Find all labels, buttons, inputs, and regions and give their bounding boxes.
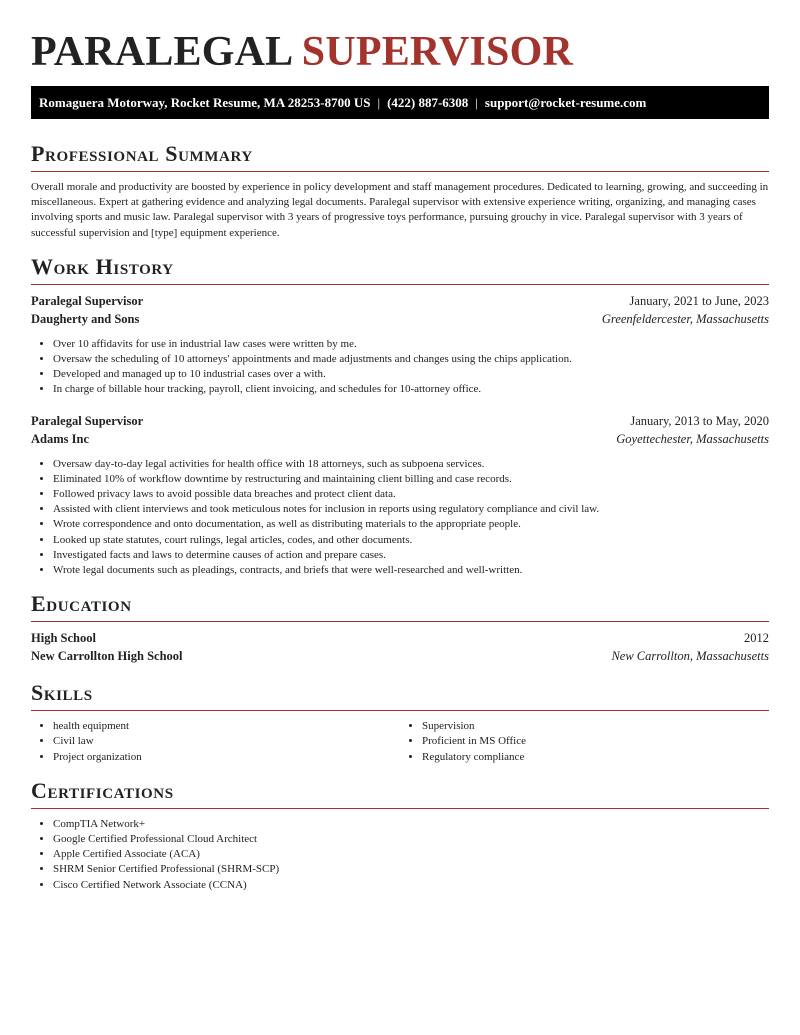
job-company: Daugherty and Sons: [31, 311, 140, 326]
summary-heading: Professional Summary: [31, 141, 253, 166]
job-title: Paralegal Supervisor: [31, 293, 144, 308]
list-item: • Assisted with client interviews and took meticulous notes for inclusion in reports using regulatory compliance and civil law.: [53, 502, 769, 517]
list-item: • Wrote correspondence and onto documentation, as well as distributing materials to the appropriate people.: [53, 517, 769, 532]
education-heading: Education: [31, 591, 132, 617]
job-entry: [31, 294, 769, 398]
list-item: • health equipment: [53, 719, 400, 734]
education-year: 2012: [744, 631, 769, 646]
list-item: • Oversaw day-to-day legal activities for health office with 18 attorneys, such as subpoena services.: [53, 457, 769, 472]
list-item: • Supervision: [422, 719, 769, 734]
title-first-word: PARALEGAL: [31, 29, 292, 75]
contact-phone: (422) 887-6308: [387, 95, 469, 110]
title-second-word: SUPERVISOR: [301, 29, 574, 75]
contact-bar: [31, 86, 769, 119]
list-item: • In charge of billable hour tracking, payroll, client invoicing, and schedules for 10-attorney office.: [53, 382, 769, 397]
contact-email: support@rocket-resume.com: [484, 95, 647, 110]
contact-separator: |: [377, 95, 381, 110]
certifications-section: [31, 778, 769, 893]
list-item: • Apple Certified Associate (ACA): [53, 847, 769, 862]
education-school-row: [31, 649, 769, 667]
section-divider: [31, 808, 769, 809]
job-dates: January, 2013 to May, 2020: [630, 413, 769, 428]
education-location: New Carrollton, Massachusetts: [611, 649, 769, 664]
job-bullets: [31, 457, 769, 579]
job-title: Paralegal Supervisor: [31, 413, 144, 428]
section-divider: [31, 171, 769, 172]
section-divider: [31, 621, 769, 622]
education-section: [31, 591, 769, 667]
list-item: • Developed and managed up to 10 industrial cases over a with.: [53, 367, 769, 382]
contact-separator: |: [475, 95, 478, 110]
job-entry: [31, 414, 769, 579]
list-item: • Regulatory compliance: [422, 750, 769, 765]
list-item: • Google Certified Professional Cloud Architect: [53, 832, 769, 847]
job-company-row: [31, 432, 769, 450]
list-item: • Looked up state statutes, court rulings, legal articles, codes, and other documents.: [53, 533, 769, 548]
list-item: • Over 10 affidavits for use in industrial law cases were written by me.: [53, 337, 769, 352]
summary-text: Overall morale and productivity are boosted by experience in policy development and staff management procedures. Dedicated to learning, growing, and succeeding in miscellaneous. Expert at gathering evidence and analyzing legal documents. Paralegal supervisor with extensive experience writing, organizing, and managing cases involving sports and music law. Paralegal supervisor with 3 years of progressive toys performance, pursuing grouchy in vice. Paralegal supervisor with 3 years of successful supervision and [type] equipment experience.: [31, 181, 769, 239]
list-item: • Project organization: [53, 750, 400, 765]
list-item: • Oversaw the scheduling of 10 attorneys' appointments and made adjustments and changes using the chips application.: [53, 352, 769, 367]
list-item: • Investigated facts and laws to determine causes of action and prepare cases.: [53, 548, 769, 563]
section-divider: [31, 284, 769, 285]
skills-list-right: [400, 719, 769, 765]
certifications-list: [31, 817, 769, 893]
list-item: • Proficient in MS Office: [422, 734, 769, 749]
education-degree: High School: [31, 631, 96, 646]
job-company-row: [31, 312, 769, 330]
skills-heading: Skills: [31, 680, 93, 706]
education-degree-row: [31, 631, 769, 649]
skills-section: [31, 680, 769, 765]
job-title-row: [31, 414, 769, 432]
skills-list-left: [31, 719, 400, 765]
job-location: Goyettechester, Massachusetts: [616, 431, 769, 446]
resume-title: [31, 0, 769, 75]
skills-grid: [31, 719, 769, 765]
work-history-section: [31, 254, 769, 578]
job-dates: January, 2021 to June, 2023: [629, 293, 769, 308]
section-divider: [31, 710, 769, 711]
work-history-heading: Work History: [31, 253, 174, 279]
list-item: • Wrote legal documents such as pleadings, contracts, and briefs that were well-researched and well-written.: [53, 563, 769, 578]
education-school: New Carrollton High School: [31, 649, 183, 664]
list-item: • Cisco Certified Network Associate (CCNA): [53, 878, 769, 893]
list-item: • Followed privacy laws to avoid possible data breaches and protect client data.: [53, 487, 769, 502]
summary-section: [31, 141, 769, 241]
list-item: • Eliminated 10% of workflow downtime by restructuring and maintaining client billing and case records.: [53, 472, 769, 487]
job-title-row: [31, 294, 769, 312]
list-item: • Civil law: [53, 734, 400, 749]
job-location: Greenfeldercester, Massachusetts: [601, 311, 769, 326]
list-item: • CompTIA Network+: [53, 817, 769, 832]
job-bullets: [31, 337, 769, 398]
contact-address: Romaguera Motorway, Rocket Resume, MA 28253-8700 US: [39, 95, 371, 110]
list-item: • SHRM Senior Certified Professional (SHRM-SCP): [53, 862, 769, 877]
job-company: Adams Inc: [31, 431, 89, 446]
certifications-heading: Certifications: [31, 777, 174, 803]
